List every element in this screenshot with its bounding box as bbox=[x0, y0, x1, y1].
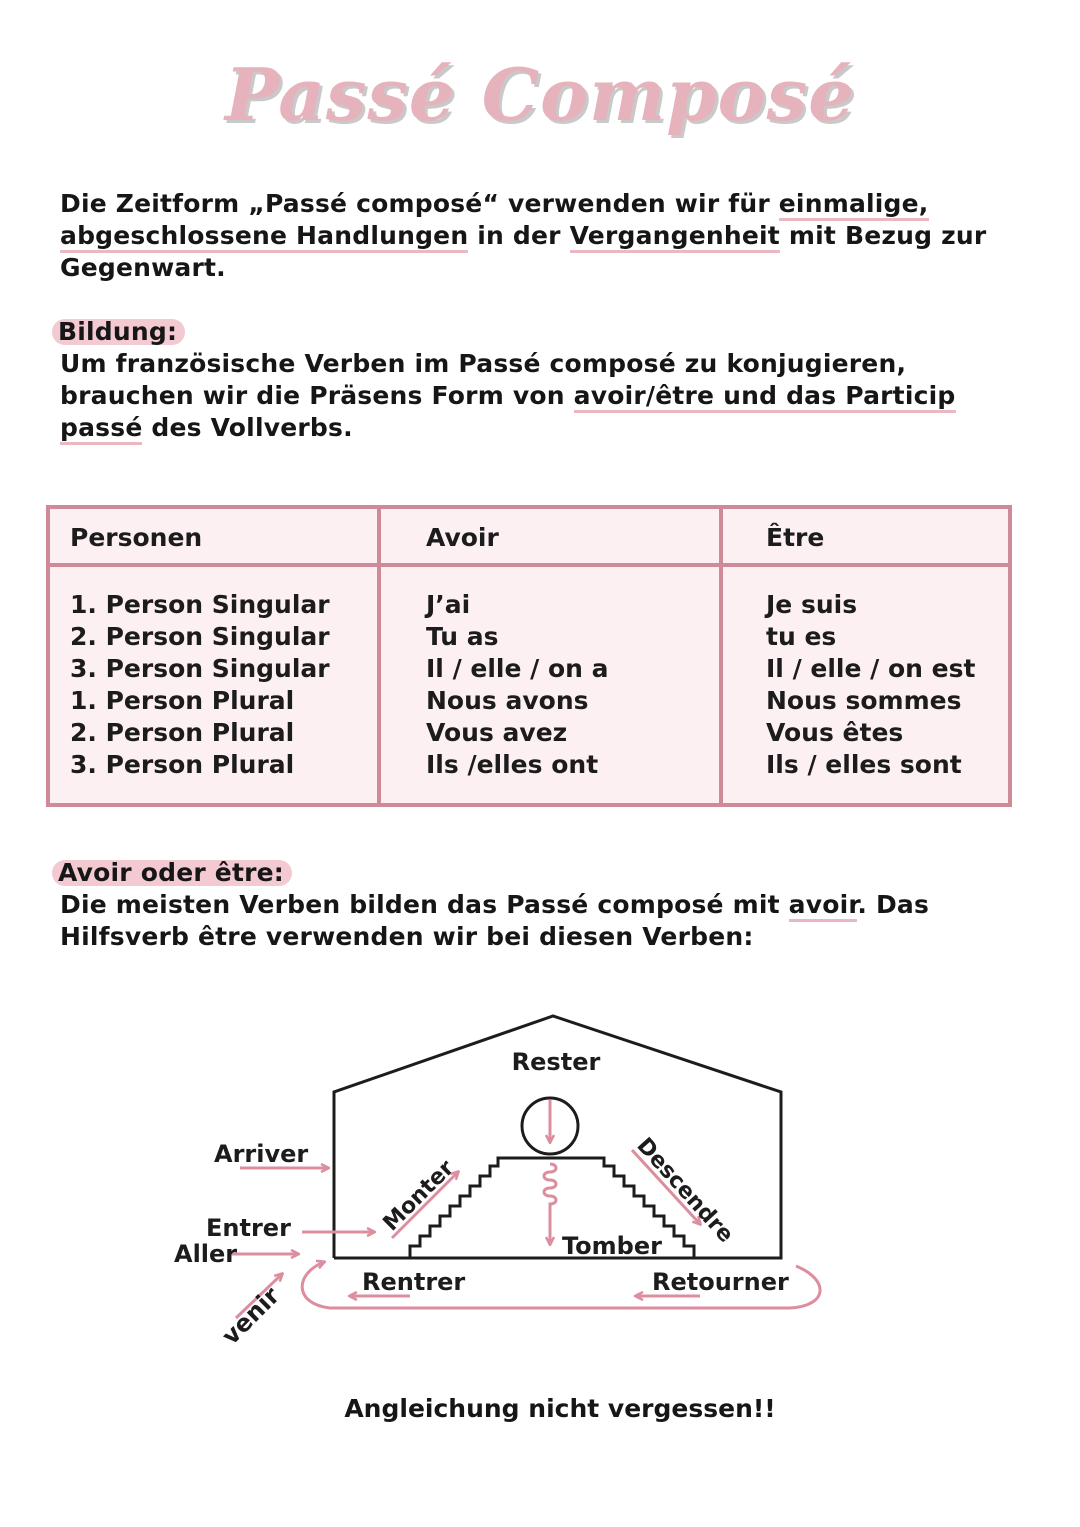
highlight-avoir: avoir bbox=[789, 890, 858, 922]
table-cell: 1. Person Plural bbox=[70, 686, 295, 715]
table-divider bbox=[719, 509, 723, 803]
highlight-vergangenheit: Vergangenheit bbox=[570, 221, 780, 253]
retourner-label: Retourner bbox=[652, 1268, 789, 1296]
header-avoir: Avoir bbox=[426, 523, 499, 552]
intro-paragraph: Die Zeitform „Passé composé“ verwenden wir für einmalige, abgeschlossene Handlungen in der Vergangenheit mit Bezug zur Gegenwart. bbox=[60, 189, 987, 282]
table-cell: 2. Person Plural bbox=[70, 718, 295, 747]
table-cell: Nous avons bbox=[426, 686, 589, 715]
bildung-section: Bildung: Um französische Verben im Passé composé zu konjugieren, brauchen wir die Präsens Form von avoir/être und das Particip passé des Vollverbs. bbox=[60, 316, 1020, 444]
table-cell: Vous êtes bbox=[766, 718, 904, 747]
table-cell: 1. Person Singular bbox=[70, 590, 330, 619]
table-divider bbox=[377, 509, 381, 803]
table-cell: 3. Person Plural bbox=[70, 750, 295, 779]
venir-label: venir bbox=[216, 1281, 286, 1351]
table-cell: tu es bbox=[766, 622, 837, 651]
house-diagram bbox=[0, 1000, 1080, 1380]
table-cell: Il / elle / on a bbox=[426, 654, 609, 683]
table-cell: Tu as bbox=[426, 622, 499, 651]
entrer-label: Entrer bbox=[206, 1214, 291, 1242]
rester-label: Rester bbox=[511, 1048, 601, 1076]
table-cell: Vous avez bbox=[426, 718, 568, 747]
monter-label: Monter bbox=[378, 1155, 460, 1237]
table-cell: Il / elle / on est bbox=[766, 654, 976, 683]
highlight-einmalige: einmalige, bbox=[779, 189, 929, 221]
bildung-label: Bildung: bbox=[52, 319, 185, 345]
descendre-label: Descendre bbox=[631, 1133, 739, 1248]
arriver-label: Arriver bbox=[214, 1140, 309, 1168]
table-cell: Ils /elles ont bbox=[426, 750, 599, 779]
persons-column bbox=[70, 589, 330, 781]
table-cell: J’ai bbox=[426, 590, 471, 619]
etre-column bbox=[766, 589, 975, 781]
table-cell: Je suis bbox=[766, 590, 858, 619]
avoir-column bbox=[426, 589, 609, 781]
page-title: Passé Composé bbox=[224, 52, 856, 137]
header-personen: Personen bbox=[70, 523, 203, 552]
aller-label: Aller bbox=[174, 1240, 238, 1268]
highlight-avoir-etre: avoir/être und das Particip passé bbox=[60, 381, 956, 445]
conjugation-table bbox=[46, 505, 1012, 807]
table-cell: 2. Person Singular bbox=[70, 622, 330, 651]
tomber-squiggle-arrow bbox=[544, 1164, 556, 1244]
table-cell: 3. Person Singular bbox=[70, 654, 330, 683]
rentrer-label: Rentrer bbox=[362, 1268, 466, 1296]
table-header-divider bbox=[50, 563, 1008, 567]
footer-note: Angleichung nicht vergessen!! bbox=[344, 1394, 776, 1423]
table-cell: Ils / elles sont bbox=[766, 750, 962, 779]
highlight-abgeschlossene: abgeschlossene Handlungen bbox=[60, 221, 468, 253]
header-etre: Être bbox=[766, 523, 825, 552]
table-cell: Nous sommes bbox=[766, 686, 962, 715]
avoir-oder-etre-section: Avoir oder être: Die meisten Verben bilden das Passé composé mit avoir. Das Hilfsverb être verwenden wir bei diesen Verben: bbox=[60, 857, 1020, 953]
avoir-oder-etre-label: Avoir oder être: bbox=[52, 860, 292, 886]
tomber-label: Tomber bbox=[562, 1232, 662, 1260]
